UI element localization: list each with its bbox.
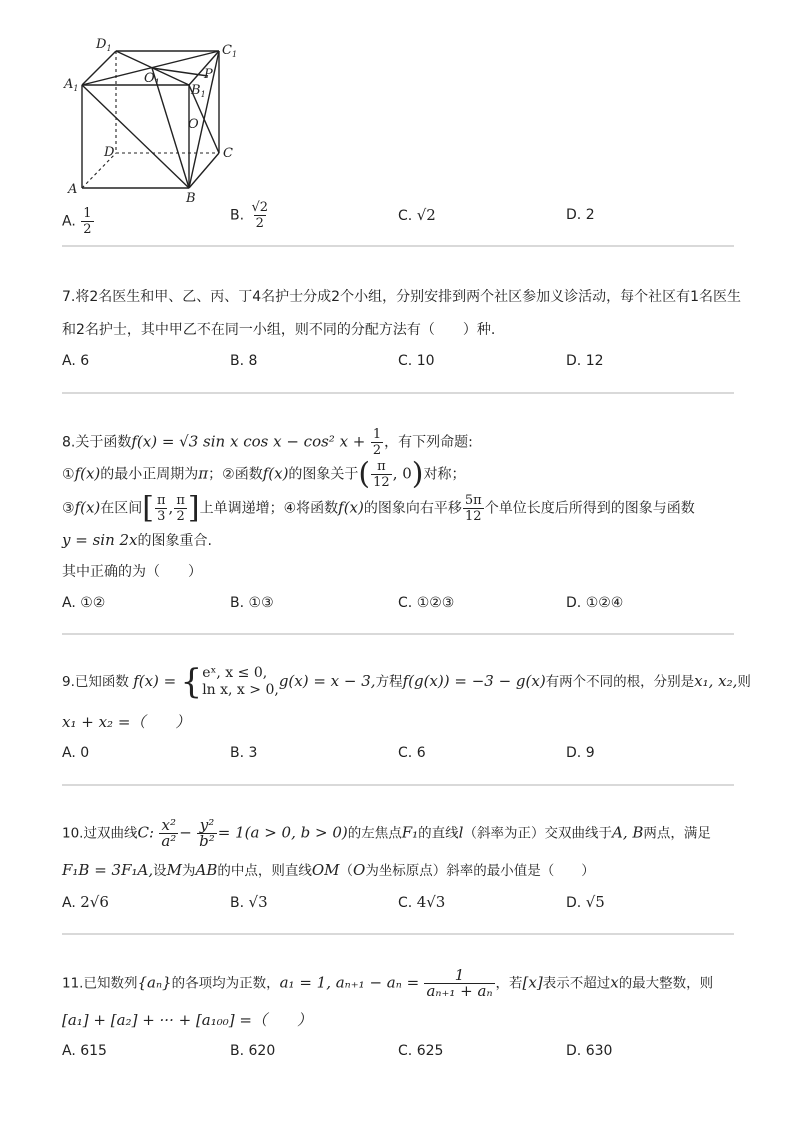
q10-line2: F₁B = 3F₁A,设M为AB的中点，则直线OM（O为坐标原点）斜率的最小值是（ ） (62, 861, 595, 879)
label-P: P (204, 67, 213, 82)
q6-option-a[interactable]: A. $\frac{1}{2}$ (62, 206, 92, 237)
q8-option-a[interactable]: A. ①② (62, 595, 106, 611)
q11-option-c[interactable]: C. 625 (398, 1043, 444, 1059)
label-C: C (223, 146, 233, 161)
q8-prop12: ①f(x)的最小正周期为π；②函数f(x)的图象关于( $\frac{\pi}{12}$ , 0)对称； (62, 456, 466, 492)
cube-figure (60, 36, 250, 206)
separator (62, 392, 734, 394)
q7-option-c[interactable]: C. 10 (398, 353, 435, 369)
label-B: B (186, 191, 196, 206)
label-A: A (68, 182, 78, 197)
label-D1: $D_1$ (96, 37, 112, 53)
q6-option-d[interactable]: D. 2 (566, 207, 595, 223)
q11-line2: [a₁] + [a₂] + ··· + [a₁₀₀] =（ ） (62, 1011, 312, 1029)
q7-line1: 7.将2名医生和甲、乙、丙、丁4名护士分成2个小组，分别安排到两个社区参加义诊活动，每个社区有1名医生 (62, 289, 741, 305)
q9-line1: 9.已知函数 f(x) = { eˣ, x ≤ 0, ln x, x > 0, g(x) = x − 3,方程f(g(x)) = −3 − g(x)有两个不同的根，分别是x₁, x₂,则 (62, 662, 751, 702)
q7-line2: 和2名护士，其中甲乙不在同一小组，则不同的分配方法有（ ）种. (62, 322, 496, 338)
q9-option-c[interactable]: C. 6 (398, 745, 426, 761)
q11-option-b[interactable]: B. 620 (230, 1043, 276, 1059)
q10-option-b[interactable]: B. √3 (230, 893, 268, 911)
label-O: O (188, 117, 199, 132)
q7-option-a[interactable]: A. 6 (62, 353, 90, 369)
q6-option-b[interactable]: B. $\frac{√2}{2}$ (230, 200, 269, 231)
q11-line1: 11.已知数列{aₙ}的各项均为正数，a₁ = 1, aₙ₊₁ − aₙ = $\frac{1}{\text{aₙ₊₁ + aₙ}}$ ，若[x]表示不超过x的最大整数，则 (62, 966, 714, 1000)
q10-option-a[interactable]: A. 2√6 (62, 893, 109, 911)
q8-option-b[interactable]: B. ①③ (230, 595, 274, 611)
q6-option-c[interactable]: C. √2 (398, 206, 436, 224)
label-C1: $C_1$ (222, 43, 238, 59)
label-B1: $B_1$ (191, 83, 206, 99)
label-O1: $O_1$ (144, 71, 160, 87)
separator (62, 633, 734, 635)
q8-prop34: ③f(x)在区间[ $\frac{\pi}{3}$ , $\frac{\pi}{2}$ ]上单调递增；④将函数f(x)的图象向右平移 $\frac{5\pi}{12}$ 个单位长度后所得到的图象与函数 (62, 490, 695, 526)
q8-prop4-tail: y = sin 2x的图象重合. (62, 531, 212, 549)
q11-option-d[interactable]: D. 630 (566, 1043, 613, 1059)
q8-intro: 8.关于函数f(x) = √3 sin x cos x − cos² x + $\frac{1}{2}$ ，有下列命题: (62, 427, 473, 458)
q10-line1: 10.过双曲线C: $\frac{\text{x²}}{\text{a²}}$ − $\frac{\text{y²}}{\text{b²}}$ = 1(a > 0, b > 0)的左焦点F₁的直线l（斜率为正）交双曲线于A, B两点，满足 (62, 816, 711, 850)
q7-option-d[interactable]: D. 12 (566, 353, 604, 369)
q8-option-d[interactable]: D. ①②④ (566, 595, 624, 611)
label-D: D (104, 145, 115, 160)
q10-option-d[interactable]: D. √5 (566, 893, 605, 911)
label-A1: $A_1$ (64, 77, 79, 93)
q9-line2: x₁ + x₂ =（ ） (62, 713, 191, 731)
separator (62, 784, 734, 786)
q7-option-b[interactable]: B. 8 (230, 353, 258, 369)
q8-ask: 其中正确的为（ ） (62, 564, 202, 580)
q8-option-c[interactable]: C. ①②③ (398, 595, 455, 611)
q10-option-c[interactable]: C. 4√3 (398, 893, 446, 911)
q9-option-d[interactable]: D. 9 (566, 745, 595, 761)
q9-option-a[interactable]: A. 0 (62, 745, 90, 761)
separator (62, 245, 734, 247)
q9-option-b[interactable]: B. 3 (230, 745, 258, 761)
separator (62, 933, 734, 935)
q11-option-a[interactable]: A. 615 (62, 1043, 107, 1059)
